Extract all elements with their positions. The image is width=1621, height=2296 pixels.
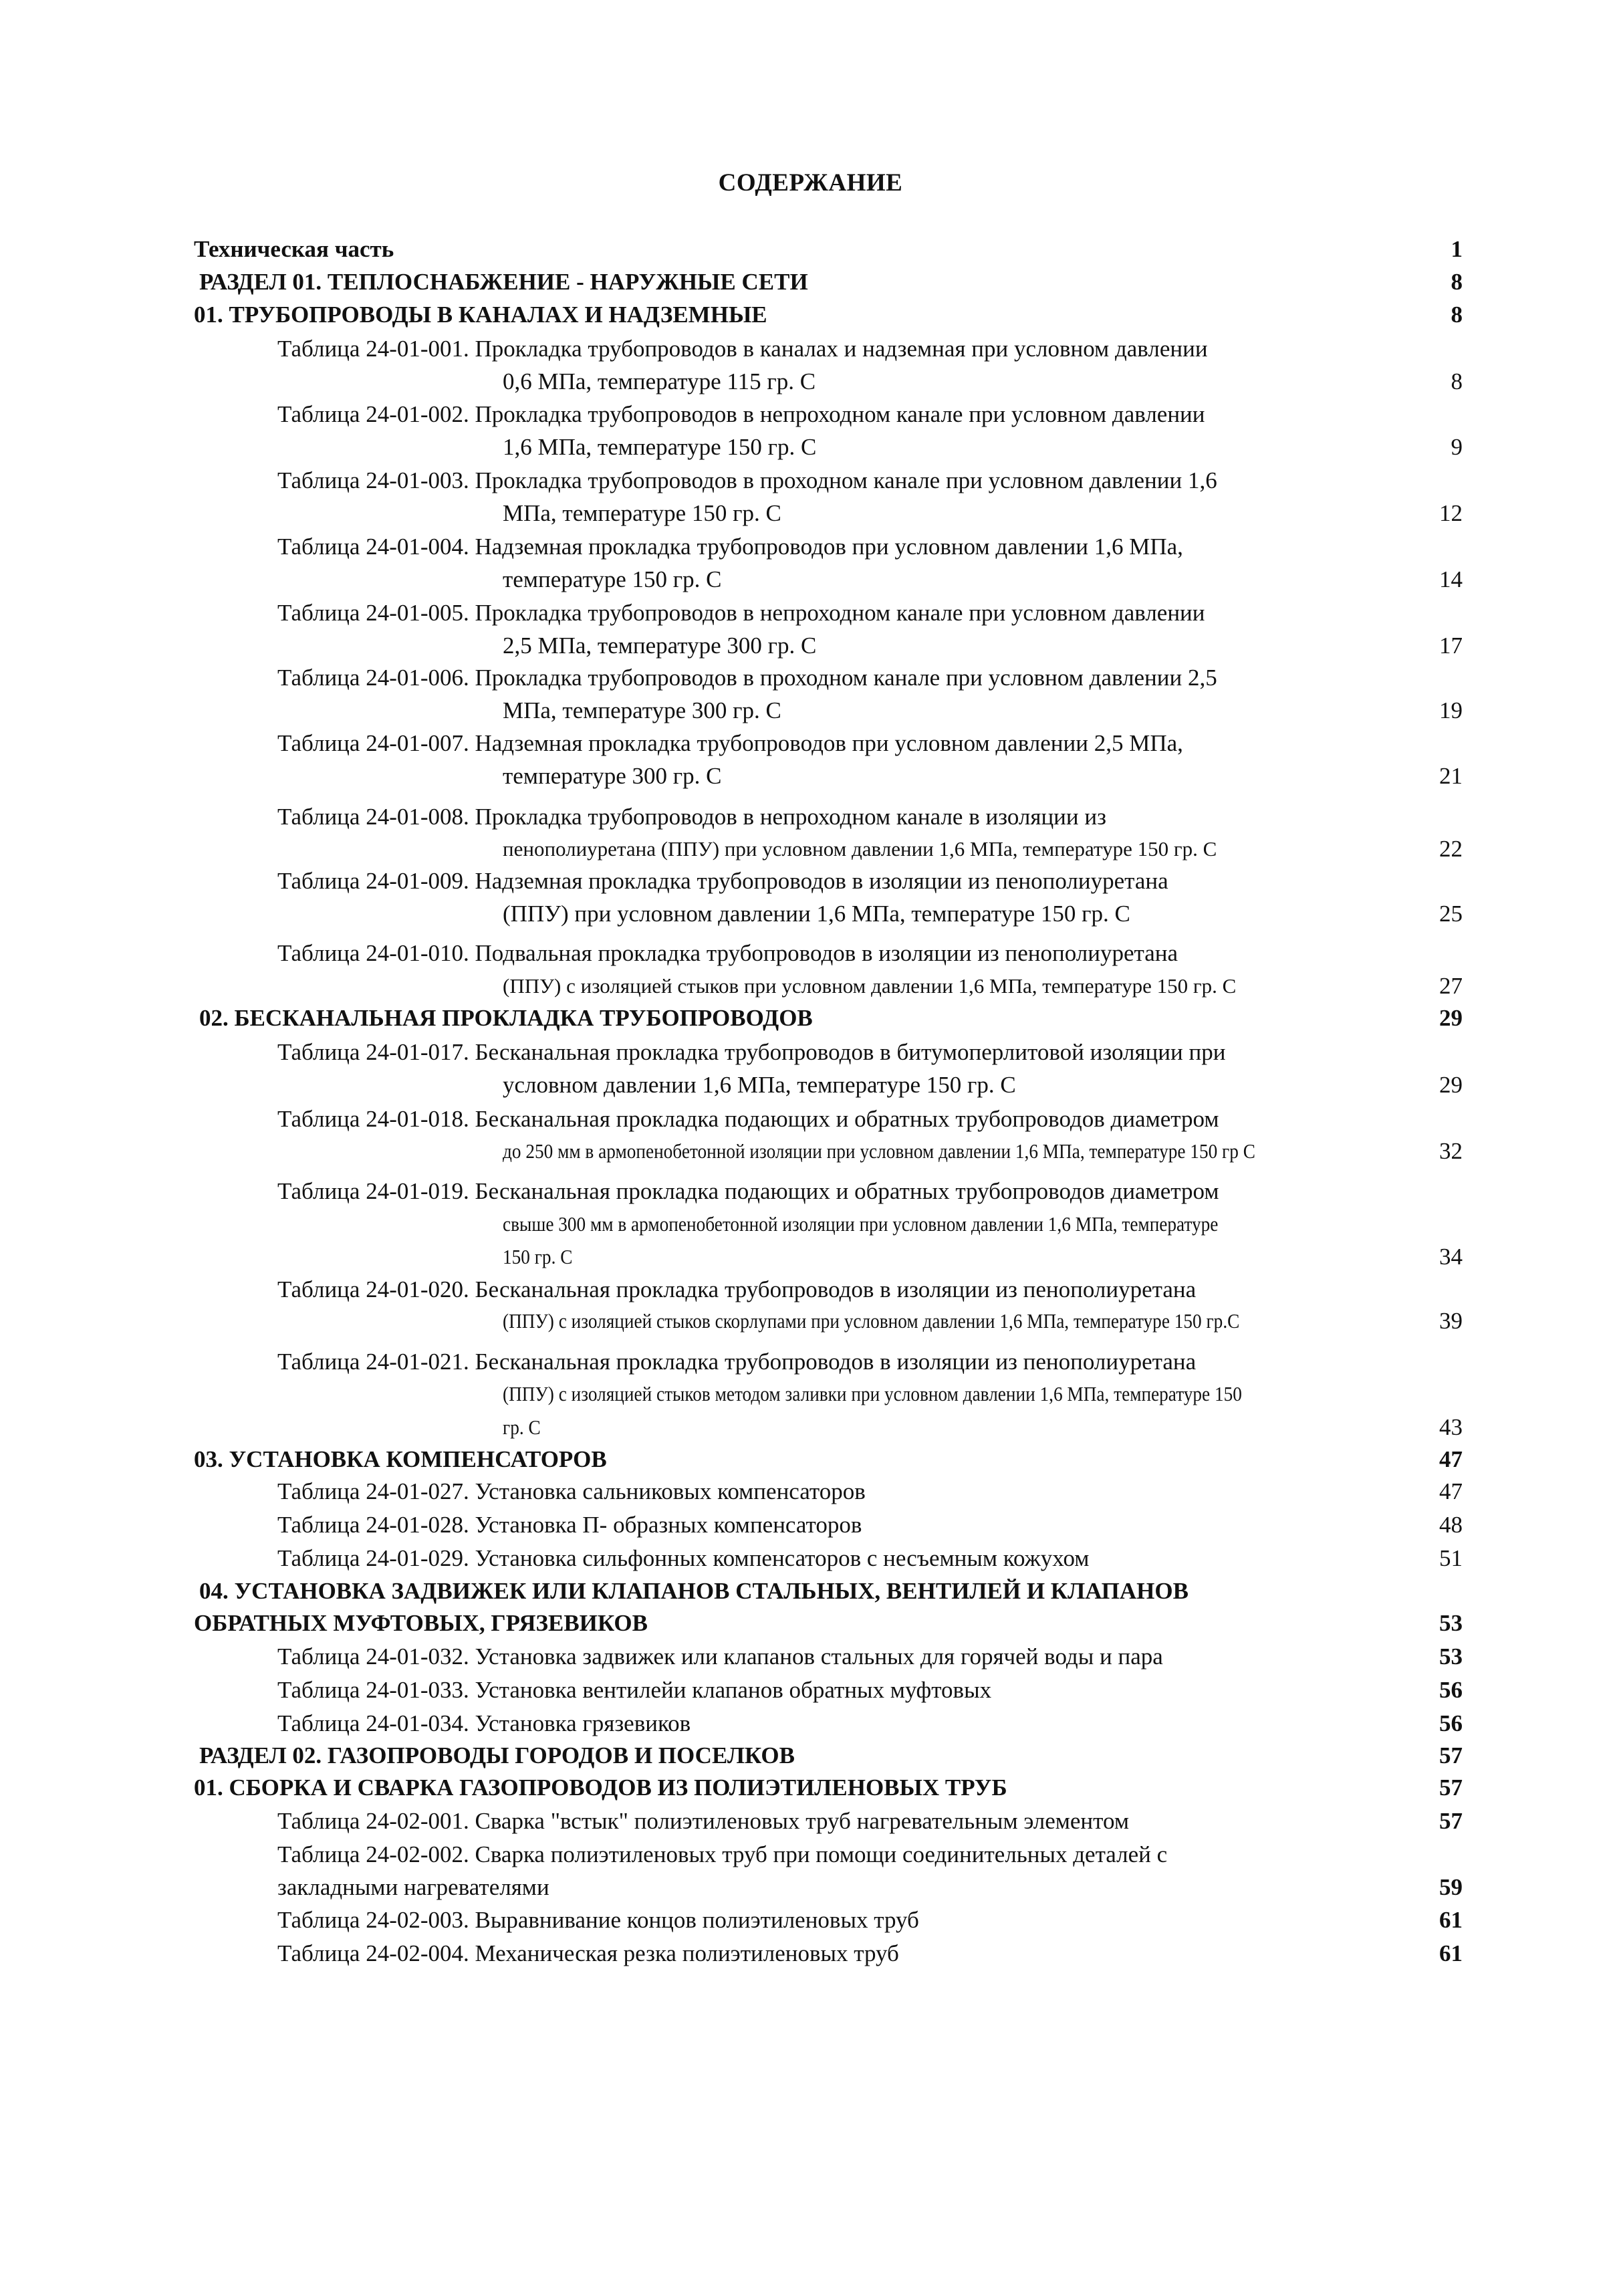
toc-entry-text: 04. УСТАНОВКА ЗАДВИЖЕК ИЛИ КЛАПАНОВ СТАЛЬНЫХ, ВЕНТИЛЕЙ И КЛАПАНОВ xyxy=(199,1578,1189,1604)
toc-entry-text: 02. БЕСКАНАЛЬНАЯ ПРОКЛАДКА ТРУБОПРОВОДОВ xyxy=(199,1005,813,1031)
toc-entry-text: Таблица 24-01-027. Установка сальниковых компенсаторов xyxy=(277,1478,866,1504)
toc-entry-text: Таблица 24-01-034. Установка грязевиков xyxy=(277,1710,691,1736)
toc-page-number: 17 xyxy=(1439,633,1463,659)
toc-entry-text: температуре 150 гр. С xyxy=(503,566,722,592)
toc-page-number: 56 xyxy=(1439,1710,1463,1736)
toc-page-number: 57 xyxy=(1439,1808,1463,1834)
toc-page-number: 29 xyxy=(1439,1005,1463,1031)
page-title: СОДЕРЖАНИЕ xyxy=(718,169,903,197)
toc-entry-text: РАЗДЕЛ 01. ТЕПЛОСНАБЖЕНИЕ - НАРУЖНЫЕ СЕТИ xyxy=(199,269,808,295)
toc-page-number: 34 xyxy=(1439,1244,1463,1270)
toc-entry-text: (ППУ) при условном давлении 1,6 МПа, температуре 150 гр. С xyxy=(503,901,1130,927)
toc-entry-text: МПа, температуре 150 гр. С xyxy=(503,500,781,526)
toc-entry-text: Таблица 24-01-009. Надземная прокладка трубопроводов в изоляции из пенополиуретана xyxy=(277,868,1168,894)
toc-entry-text: условном давлении 1,6 МПа, температуре 150 гр. С xyxy=(503,1072,1016,1098)
toc-page-number: 57 xyxy=(1439,1774,1463,1801)
toc-page-number: 14 xyxy=(1439,566,1463,592)
toc-page-number: 43 xyxy=(1439,1414,1463,1440)
toc-page-number: 53 xyxy=(1439,1643,1463,1670)
toc-entry-text: Таблица 24-01-017. Бесканальная прокладка трубопроводов в битумоперлитовой изоляции при xyxy=(277,1039,1226,1065)
toc-page-number: 51 xyxy=(1439,1545,1463,1571)
toc-page-number: 22 xyxy=(1439,836,1463,862)
toc-page-number: 32 xyxy=(1439,1138,1463,1164)
toc-entry-text: 150 гр. С xyxy=(503,1245,573,1268)
toc-entry-text: Таблица 24-01-029. Установка сильфонных компенсаторов с несъемным кожухом xyxy=(277,1545,1090,1571)
toc-entry-text: Таблица 24-01-003. Прокладка трубопроводов в проходном канале при условном давлении 1,6 xyxy=(277,467,1217,493)
toc-entry-text: Таблица 24-01-021. Бесканальная прокладка трубопроводов в изоляции из пенополиуретана xyxy=(277,1349,1197,1375)
toc-entry-text: Таблица 24-01-007. Надземная прокладка трубопроводов при условном давлении 2,5 МПа, xyxy=(277,730,1183,756)
toc-page-number: 8 xyxy=(1451,368,1463,394)
toc-entry-text: Таблица 24-01-001. Прокладка трубопроводов в каналах и надземная при условном давлении xyxy=(277,336,1208,362)
toc-entry-text: Таблица 24-01-020. Бесканальная прокладка трубопроводов в изоляции из пенополиуретана xyxy=(277,1276,1197,1302)
toc-page-number: 59 xyxy=(1439,1874,1463,1900)
toc-entry-text: 1,6 МПа, температуре 150 гр. С xyxy=(503,434,817,460)
toc-page-number: 39 xyxy=(1439,1308,1463,1334)
toc-page-number: 53 xyxy=(1439,1610,1463,1636)
toc-entry-text: (ППУ) с изоляцией стыков скорлупами при условном давлении 1,6 МПа, температуре 150 гр.С xyxy=(503,1309,1240,1333)
toc-entry-text: температуре 300 гр. С xyxy=(503,763,722,789)
toc-entry-text: ОБРАТНЫХ МУФТОВЫХ, ГРЯЗЕВИКОВ xyxy=(194,1610,648,1636)
toc-entry-text: Таблица 24-01-033. Установка вентилейи клапанов обратных муфтовых xyxy=(277,1677,992,1703)
toc-page-number: 19 xyxy=(1439,697,1463,723)
toc-entry-text: Техническая часть xyxy=(194,236,394,262)
toc-page-number: 1 xyxy=(1451,236,1463,262)
toc-entry-text: Таблица 24-01-002. Прокладка трубопроводов в непроходном канале при условном давлении xyxy=(277,401,1205,427)
toc-page-number: 57 xyxy=(1439,1742,1463,1768)
toc-page-number: 56 xyxy=(1439,1677,1463,1703)
toc-entry-text: Таблица 24-01-005. Прокладка трубопроводов в непроходном канале при условном давлении xyxy=(277,600,1205,626)
toc-entry-text: Таблица 24-01-028. Установка П- образных компенсаторов xyxy=(277,1512,862,1538)
toc-entry-text: Таблица 24-01-008. Прокладка трубопроводов в непроходном канале в изоляции из xyxy=(277,804,1106,830)
toc-entry-text: 0,6 МПа, температуре 115 гр. С xyxy=(503,368,816,394)
toc-page-number: 9 xyxy=(1451,434,1463,460)
toc-page-number: 8 xyxy=(1451,302,1463,328)
toc-page-number: 29 xyxy=(1439,1072,1463,1098)
toc-entry-text: гр. С xyxy=(503,1415,541,1439)
toc-entry-text: Таблица 24-01-004. Надземная прокладка трубопроводов при условном давлении 1,6 МПа, xyxy=(277,534,1183,560)
toc-entry-text: свыше 300 мм в армопенобетонной изоляции при условном давлении 1,6 МПа, температуре xyxy=(503,1212,1219,1236)
toc-entry-text: Таблица 24-02-004. Механическая резка полиэтиленовых труб xyxy=(277,1940,899,1966)
toc-page-number: 21 xyxy=(1439,763,1463,789)
toc-entry-text: 2,5 МПа, температуре 300 гр. С xyxy=(503,633,817,659)
toc-entry-text: Таблица 24-01-019. Бесканальная прокладка подающих и обратных трубопроводов диаметром xyxy=(277,1178,1219,1204)
toc-entry-text: Таблица 24-01-006. Прокладка трубопроводов в проходном канале при условном давлении 2,5 xyxy=(277,665,1217,691)
toc-page-number: 61 xyxy=(1439,1940,1463,1966)
toc-entry-text: 01. ТРУБОПРОВОДЫ В КАНАЛАХ И НАДЗЕМНЫЕ xyxy=(194,302,767,328)
toc-entry-text: РАЗДЕЛ 02. ГАЗОПРОВОДЫ ГОРОДОВ И ПОСЕЛКОВ xyxy=(199,1742,795,1768)
toc-entry-text: до 250 мм в армопенобетонной изоляции при условном давлении 1,6 МПа, температуре 150 гр С xyxy=(503,1139,1255,1163)
toc-entry-text: Таблица 24-02-002. Сварка полиэтиленовых труб при помощи соединительных деталей с xyxy=(277,1841,1168,1867)
toc-page-number: 47 xyxy=(1439,1446,1463,1472)
toc-page-number: 27 xyxy=(1439,973,1463,999)
toc-page-number: 12 xyxy=(1439,500,1463,526)
toc-entry-text: (ППУ) с изоляцией стыков при условном давлении 1,6 МПа, температуре 150 гр. С xyxy=(503,974,1237,998)
toc-page-number: 8 xyxy=(1451,269,1463,295)
toc-entry-text: Таблица 24-02-001. Сварка "встык" полиэтиленовых труб нагревательным элементом xyxy=(277,1808,1129,1834)
toc-entry-text: Таблица 24-01-018. Бесканальная прокладка подающих и обратных трубопроводов диаметром xyxy=(277,1106,1219,1132)
toc-entry-text: пенополиуретана (ППУ) при условном давлении 1,6 МПа, температуре 150 гр. С xyxy=(503,837,1217,860)
toc-page-number: 25 xyxy=(1439,901,1463,927)
toc-entry-text: 03. УСТАНОВКА КОМПЕНСАТОРОВ xyxy=(194,1446,607,1472)
toc-page-number: 61 xyxy=(1439,1907,1463,1933)
toc-entry-text: (ППУ) с изоляцией стыков методом заливки при условном давлении 1,6 МПа, температуре 150 xyxy=(503,1382,1242,1405)
toc-entry-text: МПа, температуре 300 гр. С xyxy=(503,697,781,723)
toc-entry-text: 01. СБОРКА И СВАРКА ГАЗОПРОВОДОВ ИЗ ПОЛИЭТИЛЕНОВЫХ ТРУБ xyxy=(194,1774,1007,1801)
toc-page-number: 48 xyxy=(1439,1512,1463,1538)
toc-entry-text: Таблица 24-02-003. Выравнивание концов полиэтиленовых труб xyxy=(277,1907,919,1933)
toc-entry-text: Таблица 24-01-010. Подвальная прокладка трубопроводов в изоляции из пенополиуретана xyxy=(277,940,1178,966)
toc-entry-text: закладными нагревателями xyxy=(277,1874,549,1900)
toc-page-number: 47 xyxy=(1439,1478,1463,1504)
toc-entry-text: Таблица 24-01-032. Установка задвижек или клапанов стальных для горячей воды и пара xyxy=(277,1643,1163,1670)
